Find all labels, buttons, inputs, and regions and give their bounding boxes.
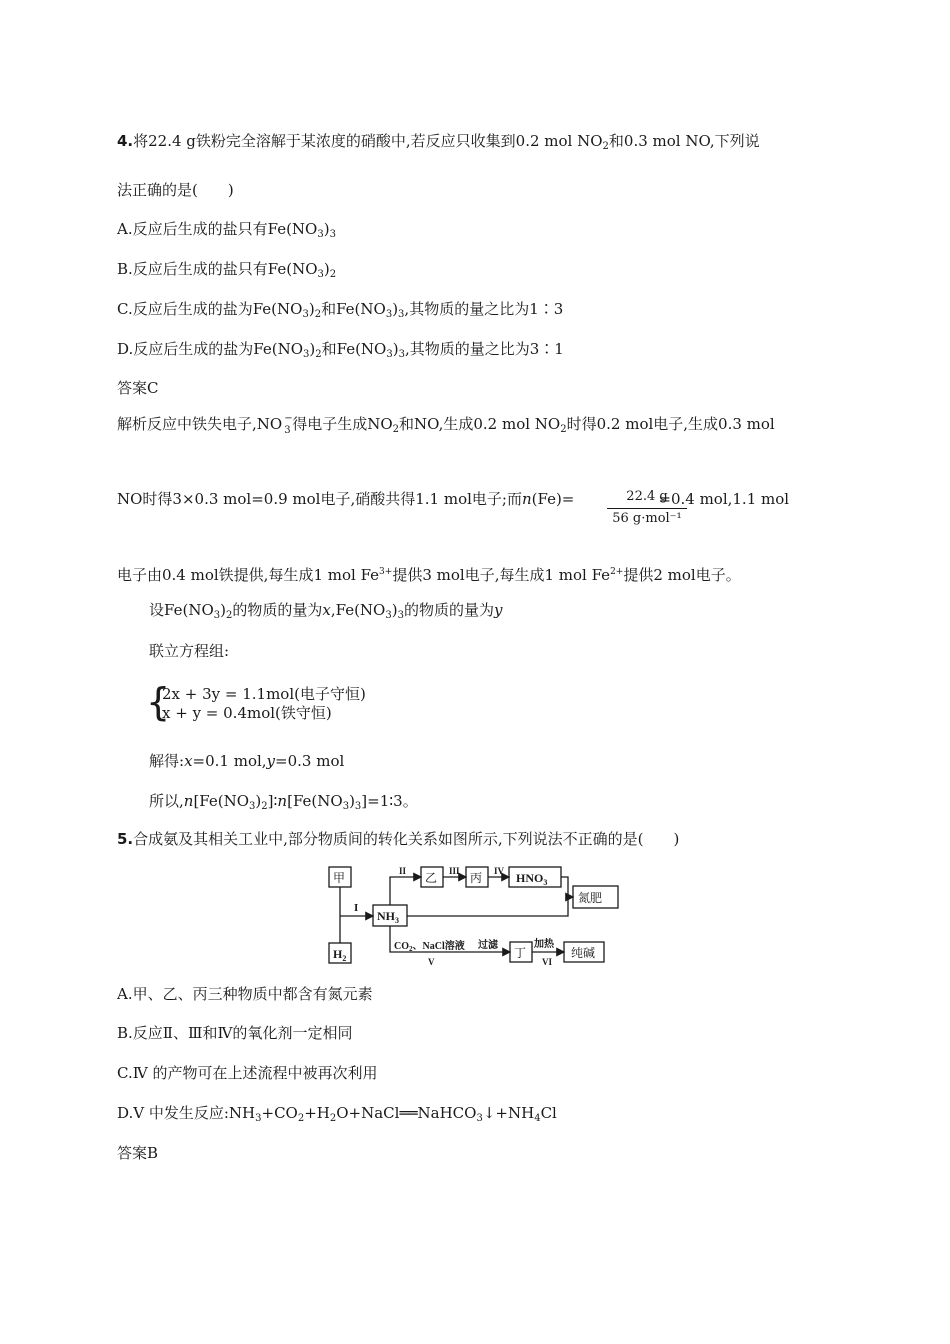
analysis-text: ]∶ bbox=[267, 792, 278, 810]
q4-option-d: D.反应后生成的盐为$Fe(NO_3)_2$和$Fe(NO_3)_3$,其物质的量之比为3∶1 bbox=[117, 340, 564, 360]
label-step-IV: IV bbox=[494, 866, 505, 876]
co2-text: CO bbox=[394, 941, 409, 952]
analysis-text: 得电子生成NO bbox=[292, 415, 393, 433]
label-hno3 bbox=[516, 871, 547, 887]
sub: 3 bbox=[386, 349, 393, 360]
sup: 2+ bbox=[610, 567, 624, 577]
italic-y: y bbox=[266, 752, 276, 770]
analysis-text: 的物质的量为 bbox=[403, 601, 494, 619]
label-yi: 乙 bbox=[425, 871, 438, 885]
q5-number: 5. bbox=[117, 830, 134, 848]
sub: 3 bbox=[398, 309, 405, 320]
co2-tail: 、NaCl溶液 bbox=[412, 941, 465, 952]
sub: 2 bbox=[315, 349, 322, 360]
equation-brace: { bbox=[146, 680, 171, 724]
sub: 2 bbox=[329, 1113, 337, 1124]
label-heat: 加热 bbox=[534, 939, 554, 950]
analysis-text: NO时得3×0.3 mol=0.9 mol电子,硝酸共得1.1 mol电子;而 bbox=[117, 490, 522, 508]
equals-arrow: ══ bbox=[399, 1104, 418, 1122]
analysis-text: 电子由0.4 mol铁提供,每生成1 mol Fe bbox=[117, 566, 380, 584]
q4-analysis-line2 bbox=[117, 489, 789, 509]
hno3-text: HNO bbox=[516, 871, 544, 885]
sub: 3 bbox=[317, 269, 324, 280]
q5-answer: 答案B bbox=[117, 1144, 159, 1162]
analysis-text: ]=1∶3。 bbox=[361, 792, 418, 810]
q5-option-a: A.甲、乙、丙三种物质中都含有氮元素 bbox=[117, 985, 373, 1003]
fraction-denominator: 56 g·mol⁻¹ bbox=[612, 511, 682, 526]
q4-number: 4. bbox=[117, 132, 134, 150]
q4-set-variables: 设$Fe(NO_3)_2$的物质的量为$x,Fe(NO_3)_3$的物质的量为y bbox=[149, 601, 503, 621]
q4-stem-line2: 法正确的是( ) bbox=[117, 181, 234, 199]
co2-sub: 2 bbox=[409, 945, 413, 953]
sub: 2 bbox=[560, 424, 567, 435]
analysis-text: =0.1 mol, bbox=[192, 752, 267, 770]
italic-x: x bbox=[322, 601, 331, 619]
option-text: D.Ⅴ 中发生反应:NH bbox=[117, 1104, 256, 1122]
italic-x: x bbox=[184, 752, 193, 770]
sup: 3+ bbox=[379, 567, 393, 577]
h2-text: H bbox=[333, 947, 343, 961]
sup: − bbox=[284, 413, 293, 424]
label-step-V: V bbox=[428, 957, 435, 967]
label-nh3 bbox=[377, 909, 399, 925]
hno3-sub: 3 bbox=[543, 878, 548, 887]
analysis-text: 的物质的量为 bbox=[232, 601, 323, 619]
analysis-text: 解析反应中铁失电子,N bbox=[117, 415, 270, 433]
q5-option-c: C.Ⅳ 的产物可在上述流程中被再次利用 bbox=[117, 1064, 378, 1082]
sub: 3 bbox=[342, 801, 350, 812]
q4-option-c: C.反应后生成的盐为$Fe(NO_3)_2$和$Fe(NO_3)_3$,其物质的量之比为1∶3 bbox=[117, 300, 564, 320]
analysis-text: =0.4 mol,1.1 mol bbox=[658, 490, 790, 508]
sub: 2 bbox=[225, 610, 233, 621]
label-step-VI: VI bbox=[542, 957, 553, 967]
q4-answer: 答案C bbox=[117, 379, 159, 397]
label-step-I: I bbox=[354, 902, 359, 914]
sub: 3 bbox=[398, 349, 405, 360]
q4-option-b-text: B.反应后生成的盐只有Fe(NO bbox=[117, 260, 318, 278]
q4-option-a-text: A.反应后生成的盐只有Fe(NO bbox=[117, 220, 318, 238]
analysis-text: [Fe(NO bbox=[193, 792, 250, 810]
sub: 3 bbox=[476, 1113, 483, 1124]
q4-option-c-tail: ,其物质的量之比为1∶3 bbox=[404, 300, 564, 318]
analysis-text: O bbox=[269, 415, 283, 433]
option-text: NaHCO bbox=[417, 1104, 477, 1122]
q5-stem-text: 合成氨及其相关工业中,部分物质间的转化关系如图所示,下列说法不正确的是( ) bbox=[133, 830, 680, 848]
option-text: ↓+NH bbox=[482, 1104, 535, 1122]
q4-option-d-mid: 和Fe(NO bbox=[321, 340, 387, 358]
q5-option-d bbox=[117, 1103, 557, 1129]
sub: 3 bbox=[329, 229, 336, 240]
italic-n: n bbox=[521, 490, 532, 508]
analysis-text: (Fe)= bbox=[531, 490, 575, 508]
sub: 2 bbox=[329, 269, 337, 280]
q4-analysis-line1 bbox=[117, 414, 775, 440]
option-text: O+NaCl bbox=[336, 1104, 400, 1122]
sub: 3 bbox=[354, 801, 362, 812]
q4-stem-text-b: 和0.3 mol NO,下列说 bbox=[608, 132, 760, 150]
q4-option-d-tail: ,其物质的量之比为3∶1 bbox=[404, 340, 564, 358]
option-text: +CO bbox=[261, 1104, 298, 1122]
fraction-numerator: 22.4 g bbox=[626, 489, 668, 504]
italic-y: y bbox=[493, 601, 503, 619]
q4-option-b: B.反应后生成的盐只有$Fe(NO_3)_2$ bbox=[117, 260, 337, 280]
analysis-text: ,Fe(NO bbox=[330, 601, 386, 619]
equation-2: x + y = 0.4mol(铁守恒) bbox=[162, 704, 332, 722]
ammonia-flow-diagram bbox=[320, 858, 620, 968]
q5-stem bbox=[117, 829, 679, 849]
q4-solution bbox=[149, 751, 344, 771]
label-jia: 甲 bbox=[333, 871, 346, 885]
italic-n: n bbox=[183, 792, 194, 810]
sub: 3 bbox=[255, 1113, 262, 1124]
label-step-II: II bbox=[399, 866, 407, 876]
equation-1: 2x + 3y = 1.1mol(电子守恒) bbox=[162, 685, 366, 703]
label-co2-nacl bbox=[394, 939, 465, 953]
sub: 2 bbox=[314, 309, 322, 320]
analysis-text: =0.3 mol bbox=[275, 752, 345, 770]
sub: 3 bbox=[302, 309, 309, 320]
italic-n: n bbox=[277, 792, 288, 810]
sub: 3 bbox=[303, 349, 310, 360]
sub: 3 bbox=[213, 610, 221, 621]
q4-option-c-mid: 和Fe(NO bbox=[321, 300, 386, 318]
q4-option-d-text: D.反应后生成的盐为Fe(NO bbox=[117, 340, 303, 358]
q5-option-b: B.反应Ⅱ、Ⅲ和Ⅳ的氧化剂一定相同 bbox=[117, 1024, 353, 1042]
sub: 3 bbox=[284, 425, 291, 436]
analysis-text: 和NO,生成0.2 mol NO bbox=[399, 415, 561, 433]
label-chunjian: 纯碱 bbox=[571, 946, 596, 960]
h2-sub: 2 bbox=[342, 954, 347, 963]
label-h2 bbox=[333, 947, 346, 963]
q4-conclusion: 所以$,n[Fe(NO_3)_2]∶n[Fe(NO_3)_3]=1∶3$。 bbox=[149, 792, 418, 812]
mass-fraction bbox=[607, 489, 687, 529]
q4-stem-line1 bbox=[117, 131, 760, 157]
sub: 2 bbox=[261, 801, 268, 812]
analysis-text: 解得: bbox=[149, 752, 185, 770]
nh3-text: NH bbox=[377, 909, 395, 923]
sub: 3 bbox=[249, 801, 256, 812]
analysis-text: [Fe(NO bbox=[287, 792, 343, 810]
sub: 3 bbox=[385, 309, 393, 320]
q4-analysis-line3 bbox=[117, 562, 741, 585]
sub: 2 bbox=[297, 1113, 305, 1124]
q4-option-a: A.反应后生成的盐只有$Fe(NO_3)_3$ bbox=[117, 220, 336, 240]
option-text: Cl bbox=[540, 1104, 557, 1122]
q4-option-c-text: C.反应后生成的盐为Fe(NO bbox=[117, 300, 303, 318]
nitrate-charge bbox=[282, 413, 293, 436]
analysis-text: 提供3 mol电子,每生成1 mol Fe bbox=[392, 566, 611, 584]
analysis-text: 设Fe(NO bbox=[149, 601, 214, 619]
label-filter: 过滤 bbox=[478, 940, 498, 951]
analysis-text: 提供2 mol电子。 bbox=[623, 566, 741, 584]
label-ding: 丁 bbox=[514, 946, 527, 960]
label-step-III: III bbox=[449, 866, 460, 876]
sub: 3 bbox=[397, 610, 404, 621]
q4-stem-sub: 2 bbox=[602, 141, 609, 152]
sub: 3 bbox=[385, 610, 392, 621]
label-bing: 丙 bbox=[470, 871, 483, 885]
q4-stem-text-a: 将22.4 g铁粉完全溶解于某浓度的硝酸中,若反应只收集到0.2 mol NO bbox=[133, 132, 603, 150]
analysis-text: 时得0.2 mol电子,生成0.3 mol bbox=[566, 415, 775, 433]
label-danfei: 氮肥 bbox=[578, 891, 603, 905]
fraction-bar bbox=[607, 508, 687, 509]
option-text: +H bbox=[304, 1104, 330, 1122]
q4-system-label: 联立方程组: bbox=[149, 642, 230, 660]
nh3-sub: 3 bbox=[395, 916, 399, 925]
sub: 4 bbox=[534, 1113, 541, 1124]
sub: 2 bbox=[392, 424, 400, 435]
analysis-text: 所以, bbox=[149, 792, 184, 810]
sub: 3 bbox=[317, 229, 324, 240]
